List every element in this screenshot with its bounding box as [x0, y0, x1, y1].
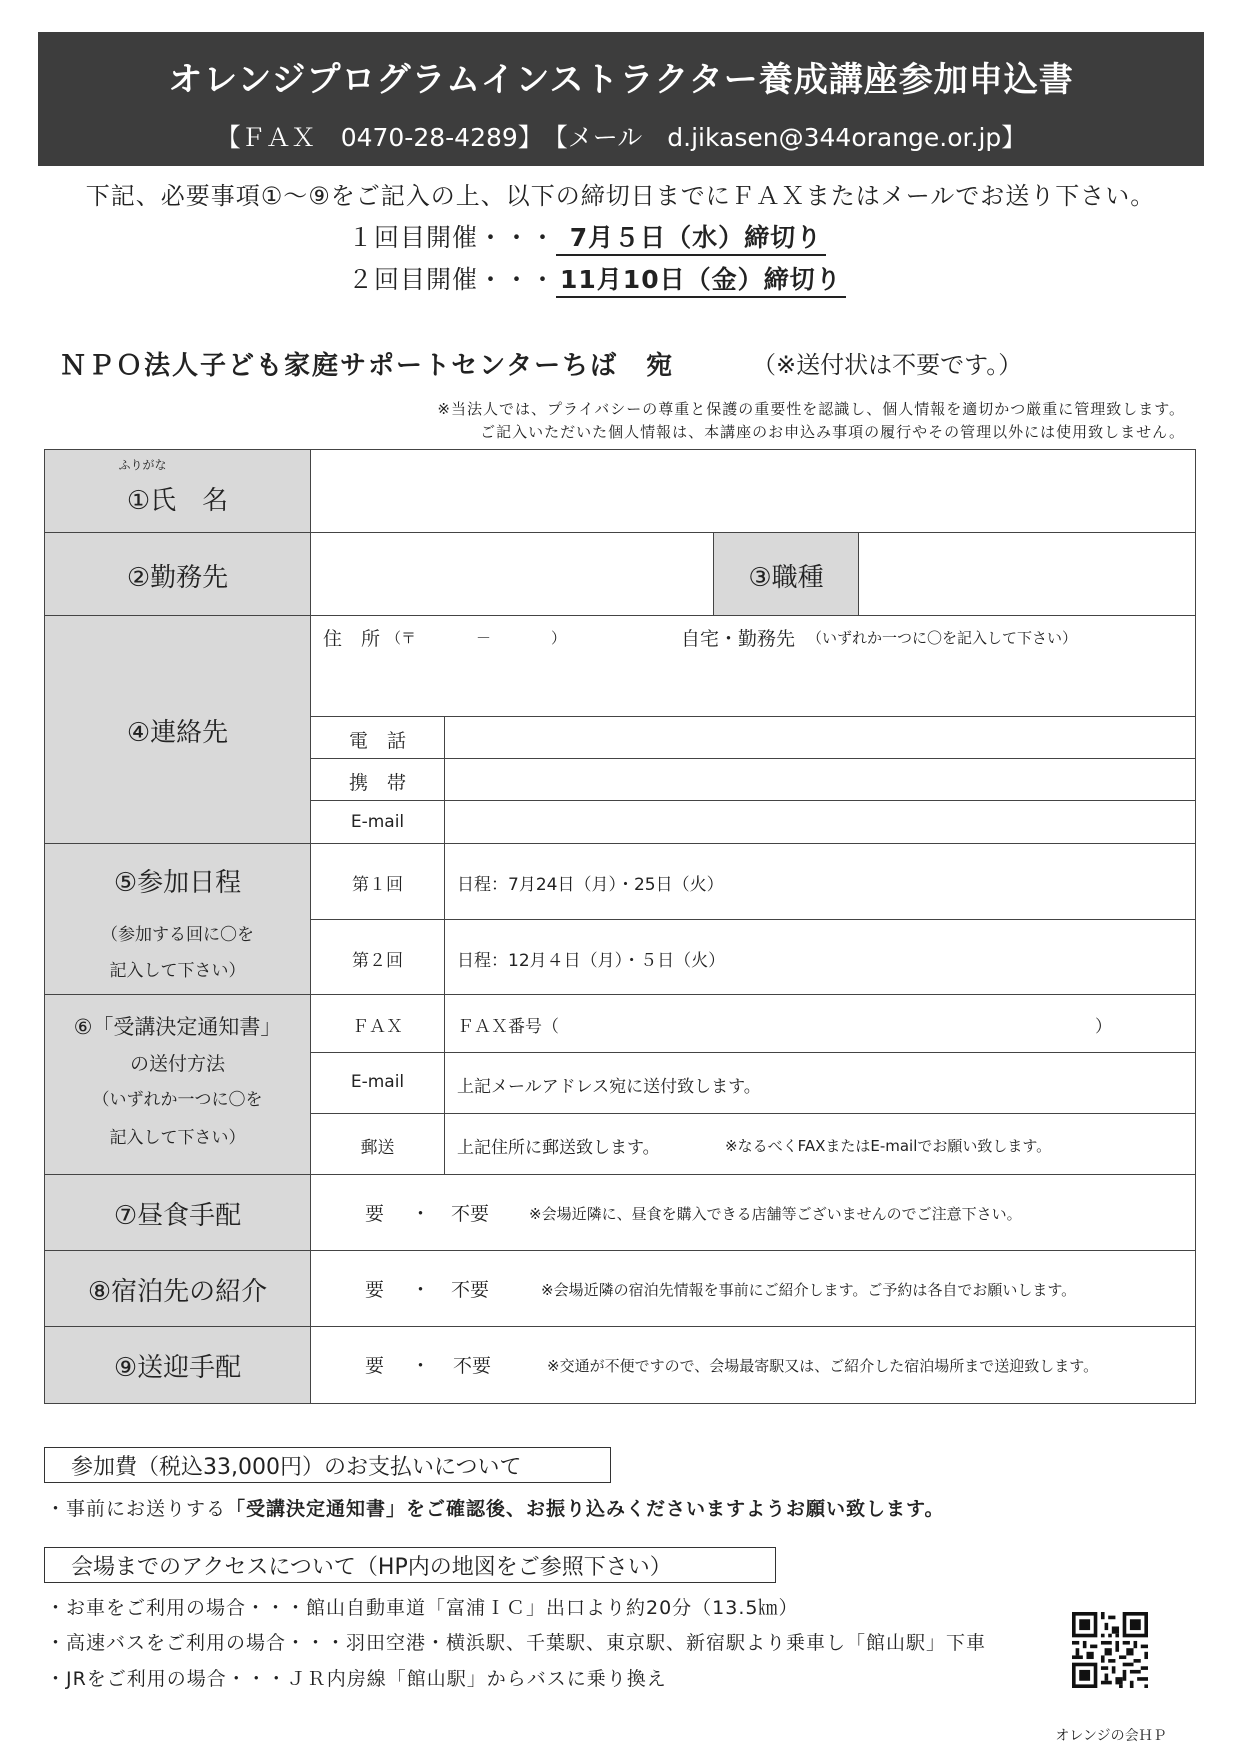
round-2-dates: 日程：12月４日（月）・５日（火）: [457, 951, 726, 971]
notice-label-2: の送付方法: [129, 1053, 225, 1075]
shuttle-label-cell: [45, 1327, 311, 1403]
email-label: E-mail: [350, 812, 405, 832]
notice-post-detail: 上記住所に郵送致します。: [457, 1138, 660, 1158]
fax-number-input[interactable]: [445, 995, 1195, 1053]
shuttle-label: ⑨送迎手配: [113, 1353, 242, 1383]
page-title: オレンジプログラムインストラクター養成講座参加申込書: [168, 60, 1074, 100]
shuttle-sep: ・: [411, 1355, 431, 1377]
notice-fax-label: ＦＡＸ: [352, 1017, 403, 1037]
lunch-choice-cell: [311, 1175, 1195, 1251]
payment-heading: 参加費（税込33,000円）のお支払いについて: [44, 1447, 611, 1483]
payment-text-emph: 「受講決定通知書」をご確認後、お振り込みくださいますようお願い致します。: [226, 1498, 945, 1520]
occupation-label: ③職種: [748, 563, 824, 593]
name-input[interactable]: [311, 450, 1195, 533]
contact-line: 【ＦＡＸ 0470-28-4289】 【メール d.jikasen@344orange.or.jp】: [215, 123, 1027, 152]
shuttle-noneed[interactable]: 不要: [453, 1355, 492, 1377]
email-label-cell: [311, 801, 445, 844]
notice-note-2: 記入して下さい）: [109, 1128, 246, 1148]
round-1-dates-cell: [445, 844, 1195, 920]
occupation-input[interactable]: [859, 533, 1195, 616]
deadline-2-date: 11月10日（金）締切り: [556, 260, 846, 298]
round-1-label: 第１回: [352, 875, 403, 895]
lodging-noneed[interactable]: 不要: [451, 1279, 490, 1301]
notice-email-detail-cell: [445, 1053, 1195, 1114]
phone-input[interactable]: [445, 717, 1195, 759]
round-1-dates: 日程：7月24日（月）・25日（火）: [457, 875, 724, 895]
addressee-note: （※送付状は不要です。）: [752, 351, 1023, 379]
phone-label-cell: [311, 717, 445, 759]
schedule-note-2: 記入して下さい）: [109, 961, 246, 981]
lodging-label: ⑧宿泊先の紹介: [87, 1277, 268, 1307]
phone-label: 電 話: [348, 730, 406, 752]
notice-post-note: ※なるべくFAXまたはE-mailでお願い致します。: [725, 1137, 1052, 1155]
deadline-1-date: 7月５日（水）締切り: [556, 218, 826, 256]
notice-email-detail: 上記メールアドレス宛に送付致します。: [457, 1077, 761, 1097]
access-line-bus: ・高速バスをご利用の場合・・・羽田空港・横浜駅、千葉駅、東京駅、新宿駅より乗車し「館山駅」下車: [46, 1632, 987, 1654]
address-input[interactable]: [311, 616, 1195, 717]
addressee: ＮＰＯ法人子ども家庭サポートセンターちば 宛: [60, 351, 675, 381]
header-banner: [38, 32, 1204, 166]
instruction-lead: 下記、必要事項①～⑨をご記入の上、以下の締切日までにＦＡＸまたはメールでお送り下さい。: [85, 182, 1156, 210]
notice-post-label: 郵送: [360, 1138, 395, 1158]
round-2-dates-cell: [445, 920, 1195, 995]
schedule-note-1: （参加する回に〇を: [101, 925, 254, 945]
application-form: [44, 449, 1196, 1404]
workplace-input[interactable]: [311, 533, 714, 616]
lodging-label-cell: [45, 1251, 311, 1327]
privacy-line-2: ご記入いただいた個人情報は、本講座のお申込み事項の履行やその管理以外には使用致しません。: [480, 423, 1185, 441]
lunch-label-cell: [45, 1175, 311, 1251]
notice-fax-cell[interactable]: [311, 995, 445, 1053]
name-label-cell: [45, 450, 311, 533]
notice-email-label: E-mail: [350, 1072, 405, 1092]
notice-post-detail-cell: [445, 1114, 1195, 1175]
notice-note-1: （いずれか一つに〇を: [92, 1090, 263, 1110]
qr-caption: オレンジの会ＨＰ: [1055, 1728, 1167, 1744]
payment-text: [46, 1494, 945, 1521]
mobile-label-cell: [311, 759, 445, 801]
mobile-label: 携 帯: [348, 772, 406, 794]
deadline-1: [348, 218, 826, 256]
address-label: 住 所: [323, 628, 381, 650]
shuttle-choice-cell: [311, 1327, 1195, 1403]
lodging-sep: ・: [411, 1279, 431, 1301]
postal-code-field: （〒 － ）: [386, 629, 567, 647]
access-line-car: ・お車をご利用の場合・・・館山自動車道「富浦ＩＣ」出口より約20分（13.5㎞）: [46, 1597, 799, 1619]
access-line-jr: ・JRをご利用の場合・・・ＪＲ内房線「館山駅」からバスに乗り換え: [46, 1668, 667, 1690]
shuttle-note: ※交通が不便ですので、会場最寄駅又は、ご紹介した宿泊場所まで送迎致します。: [547, 1357, 1099, 1375]
address-choice[interactable]: 自宅・勤務先: [681, 628, 796, 650]
occupation-label-cell: [714, 533, 859, 616]
notice-label-cell: [45, 995, 311, 1175]
round-2-cell[interactable]: [311, 920, 445, 995]
contact-label-cell: [45, 616, 311, 844]
lunch-sep: ・: [411, 1203, 431, 1225]
payment-text-pre: ・事前にお送りする: [46, 1498, 227, 1520]
lunch-need[interactable]: 要: [365, 1203, 385, 1225]
workplace-label-cell: [45, 533, 311, 616]
lodging-need[interactable]: 要: [365, 1279, 385, 1301]
name-ruby: ふりがな: [118, 458, 167, 472]
fax-number-label: ＦＡＸ番号（: [457, 1017, 559, 1037]
schedule-label: ⑤参加日程: [113, 868, 242, 898]
deadline-1-label: １回目開催・・・: [348, 223, 557, 252]
notice-label-1: ⑥「受講決定通知書」: [73, 1015, 282, 1039]
qr-code-icon[interactable]: [1072, 1612, 1148, 1688]
deadline-2-label: ２回目開催・・・: [348, 265, 557, 294]
round-2-label: 第２回: [352, 951, 403, 971]
notice-email-cell[interactable]: [311, 1053, 445, 1114]
name-label: ①氏 名: [126, 486, 229, 516]
schedule-label-cell: [45, 844, 311, 995]
workplace-label: ②勤務先: [126, 563, 229, 593]
lunch-noneed[interactable]: 不要: [451, 1203, 490, 1225]
lodging-note: ※会場近隣の宿泊先情報を事前にご紹介します。ご予約は各自でお願いします。: [541, 1281, 1077, 1299]
access-heading: 会場までのアクセスについて（HP内の地図をご参照下さい）: [44, 1547, 776, 1583]
lunch-note: ※会場近隣に、昼食を購入できる店舗等ございませんのでご注意下さい。: [529, 1205, 1022, 1223]
deadline-2: [348, 260, 846, 298]
mobile-input[interactable]: [445, 759, 1195, 801]
fax-number-close: ）: [1095, 1017, 1112, 1037]
shuttle-need[interactable]: 要: [365, 1355, 385, 1377]
round-1-cell[interactable]: [311, 844, 445, 920]
privacy-line-1: ※当法人では、プライバシーの尊重と保護の重要性を認識し、個人情報を適切かつ厳重に管理致します。: [437, 400, 1185, 418]
contact-label: ④連絡先: [126, 718, 229, 748]
lodging-choice-cell: [311, 1251, 1195, 1327]
email-input[interactable]: [445, 801, 1195, 844]
lunch-label: ⑦昼食手配: [113, 1201, 242, 1231]
address-choice-note: （いずれか一つに〇を記入して下さい）: [807, 629, 1078, 647]
notice-post-cell[interactable]: [311, 1114, 445, 1175]
